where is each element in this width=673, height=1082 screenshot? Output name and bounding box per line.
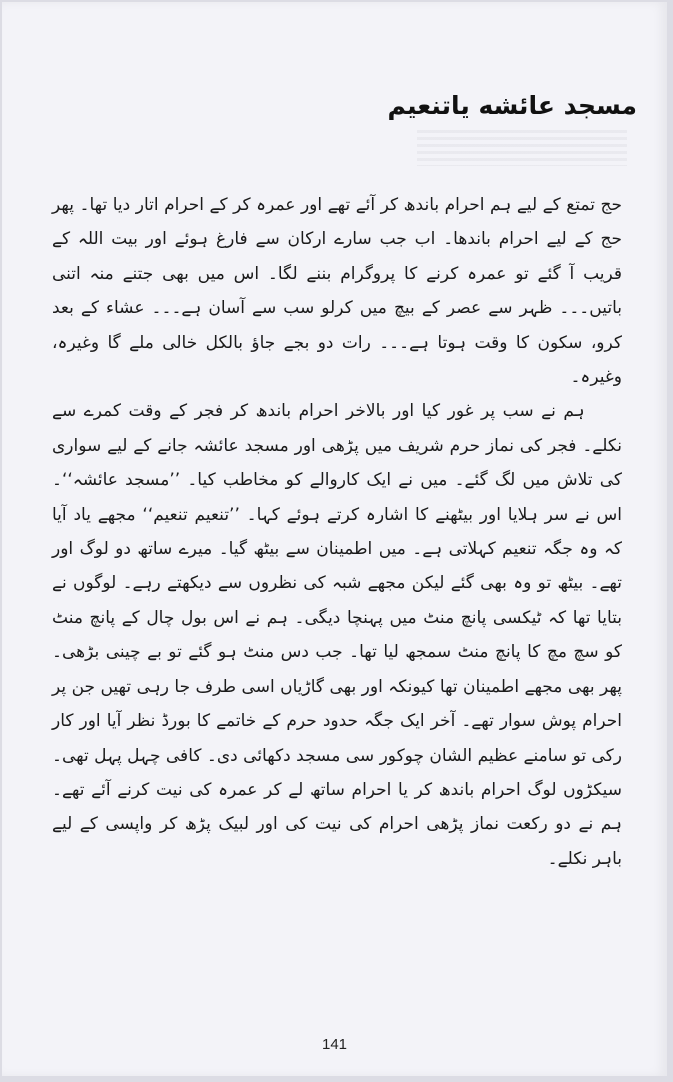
book-page xyxy=(2,2,667,1076)
chapter-heading: مسجد عائشه یاتنعیم xyxy=(387,91,637,120)
body-text xyxy=(52,188,622,876)
paragraph-1: حج تمتع کے لیے ہم احرام باندھ کر آئے تھے اور عمرہ کر کے احرام اتار دیا تھا۔ پھر حج کے لیے احرام باندھا۔ اب جب سارے ارکان سے فارغ ہوئے اور بیت اللہ کے قریب آ گئے تو عمرہ کرنے کا پروگرام بننے لگا۔ اس میں بھی جتنے منہ اتنی باتیں۔۔۔ ظہر سے عصر کے بیچ میں کرلو سب سے آسان ہے۔۔۔ عشاء کے بعد کرو، سکون کا وقت ہوتا ہے۔۔۔ رات دو بجے جاؤ بالکل خالی ملے گا وغیرہ، وغیرہ۔ xyxy=(52,195,622,388)
page-number: 141 xyxy=(321,1036,348,1053)
paragraph-2: ہم نے سب پر غور کیا اور بالاخر احرام باندھ کر فجر کے وقت کمرے سے نکلے۔ فجر کی نماز حرم شریف میں پڑھی اور مسجد عائشہ جانے کے لیے سواری کی تلاش میں لگ گئے۔ میں نے ایک کاروالے کو مخاطب کیا۔ ’’مسجد عائشہ‘‘۔ اس نے سر ہلایا اور بیٹھنے کا اشارہ کرتے ہوئے کہا۔ ’’تنعیم تنعیم‘‘ مجھے یاد آیا کہ وہ جگہ تنعیم کہلاتی ہے۔ میں اطمینان سے بیٹھ گیا۔ میرے ساتھ دو لوگ اور تھے۔ بیٹھ تو وہ بھی گئے لیکن مجھے شبہ کی نظروں سے دیکھتے رہے۔ لوگوں نے بتایا تھا کہ ٹیکسی پانچ منٹ میں پہنچا دیگی۔ ہم نے اس بول چال کے پانچ منٹ کو سچ مچ کا پانچ منٹ سمجھ لیا تھا۔ جب دس منٹ ہو گئے تو بے چینی بڑھی۔ پھر بھی مجھے اطمینان تھا کیونکہ اور بھی گاڑیاں اسی طرف جا رہی تھیں جن پر احرام پوش سوار تھے۔ آخر ایک جگہ حدود حرم کے خاتمے کا بورڈ نظر آیا اور کار رکی تو سامنے عظیم الشان چوکور سی مسجد دکھائی دی۔ کافی چہل پہل تھی۔ سیکڑوں لوگ احرام باندھ کر یا احرام ساتھ لے کر عمرہ کی نیت کرنے آئے تھے۔ ہم نے دو رکعت نماز پڑھی احرام کی نیت کی اور لبیک پڑھ کر واپسی کے لیے باہر نکلے۔ xyxy=(52,401,622,869)
heading-bleed-through xyxy=(417,130,627,166)
